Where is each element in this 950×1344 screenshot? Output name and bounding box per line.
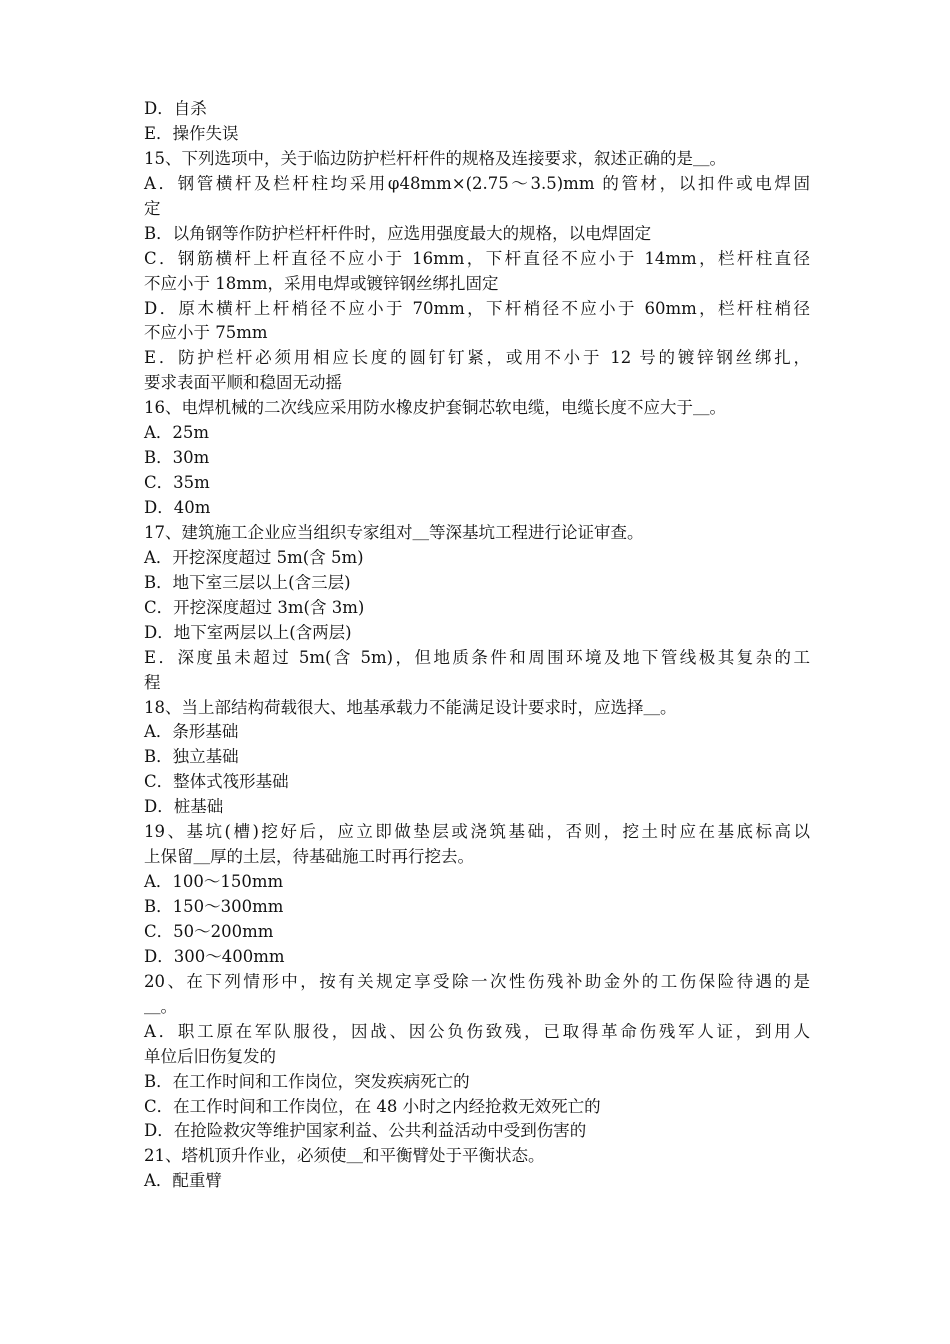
text-line: D．原木横杆上杆梢径不应小于 70mm，下杆梢径不应小于 60mm，栏杆柱梢径 (144, 298, 810, 318)
text-line: B．独立基础 (144, 747, 239, 767)
text-line: A．配重臂 (144, 1171, 222, 1191)
document-page (144, 97, 810, 1194)
text-line: B．150～300mm (144, 897, 284, 916)
text-line: D．地下室两层以上(含两层) (144, 622, 352, 642)
text-line: B．以角钢等作防护栏杆杆件时，应选用强度最大的规格，以电焊固定 (144, 223, 652, 243)
text-line: 20、在下列情形中，按有关规定享受除一次性伤残补助金外的工伤保险待遇的是 (144, 971, 810, 991)
text-line: C．整体式筏形基础 (144, 772, 289, 792)
text-line: 定 (144, 198, 161, 218)
text-line: A．条形基础 (144, 722, 239, 742)
text-line: 程 (144, 672, 161, 692)
text-line: A．开挖深度超过 5m(含 5m) (144, 547, 364, 567)
text-line: D．自杀 (144, 99, 207, 118)
text-line: 17、建筑施工企业应当组织专家组对＿等深基坑工程进行论证审查。 (144, 522, 644, 542)
text-line: C．在工作时间和工作岗位，在 48 小时之内经抢救无效死亡的 (144, 1096, 601, 1116)
text-line: A．钢管横杆及栏杆柱均采用φ48mm×(2.75～3.5)mm 的管材，以扣件或电焊固 (144, 173, 810, 193)
text-line: C．50～200mm (144, 921, 274, 941)
text-line: B．在工作时间和工作岗位，突发疾病死亡的 (144, 1071, 470, 1091)
text-line: 18、当上部结构荷载很大、地基承载力不能满足设计要求时，应选择＿。 (144, 697, 677, 717)
text-line: 21、塔机顶升作业，必须使＿和平衡臂处于平衡状态。 (144, 1146, 545, 1166)
text-line: B．30m (144, 448, 210, 468)
text-line: D．桩基础 (144, 797, 224, 817)
text-line: E．操作失误 (144, 123, 239, 143)
text-line: A．职工原在军队服役，因战、因公负伤致残，已取得革命伤残军人证，到用人 (144, 1021, 810, 1041)
text-line: 要求表面平顺和稳固无动摇 (144, 373, 342, 393)
text-line: ＿。 (144, 996, 177, 1016)
text-line: 上保留＿厚的土层，待基础施工时再行挖去。 (144, 847, 474, 867)
text-line: D．在抢险救灾等维护国家利益、公共利益活动中受到伤害的 (144, 1121, 587, 1141)
text-line: 不应小于 18mm，采用电焊或镀锌钢丝绑扎固定 (144, 273, 499, 293)
text-line: C．开挖深度超过 3m(含 3m) (144, 597, 365, 617)
text-line: 15、下列选项中，关于临边防护栏杆杆件的规格及连接要求，叙述正确的是＿。 (144, 148, 726, 168)
text-line: A．100～150mm (144, 872, 284, 892)
text-line: 19、基坑(槽)挖好后，应立即做垫层或浇筑基础，否则，挖土时应在基底标高以 (144, 822, 810, 842)
text-line: C．35m (144, 473, 210, 493)
text-line: E．深度虽未超过 5m(含 5m)，但地质条件和周围环境及地下管线极其复杂的工 (144, 647, 810, 667)
text-line: D．40m (144, 498, 211, 517)
text-line: E．防护栏杆必须用相应长度的圆钉钉紧，或用不小于 12 号的镀锌钢丝绑扎， (144, 348, 810, 368)
text-line: 不应小于 75mm (144, 323, 268, 343)
text-line: D．300～400mm (144, 946, 285, 966)
text-line: 单位后旧伤复发的 (144, 1046, 276, 1066)
text-line: B．地下室三层以上(含三层) (144, 572, 351, 592)
text-line: 16、电焊机械的二次线应采用防水橡皮护套铜芯软电缆，电缆长度不应大于＿。 (144, 398, 726, 418)
text-line: A．25m (144, 423, 210, 443)
text-line: C．钢筋横杆上杆直径不应小于 16mm，下杆直径不应小于 14mm，栏杆柱直径 (144, 248, 810, 268)
